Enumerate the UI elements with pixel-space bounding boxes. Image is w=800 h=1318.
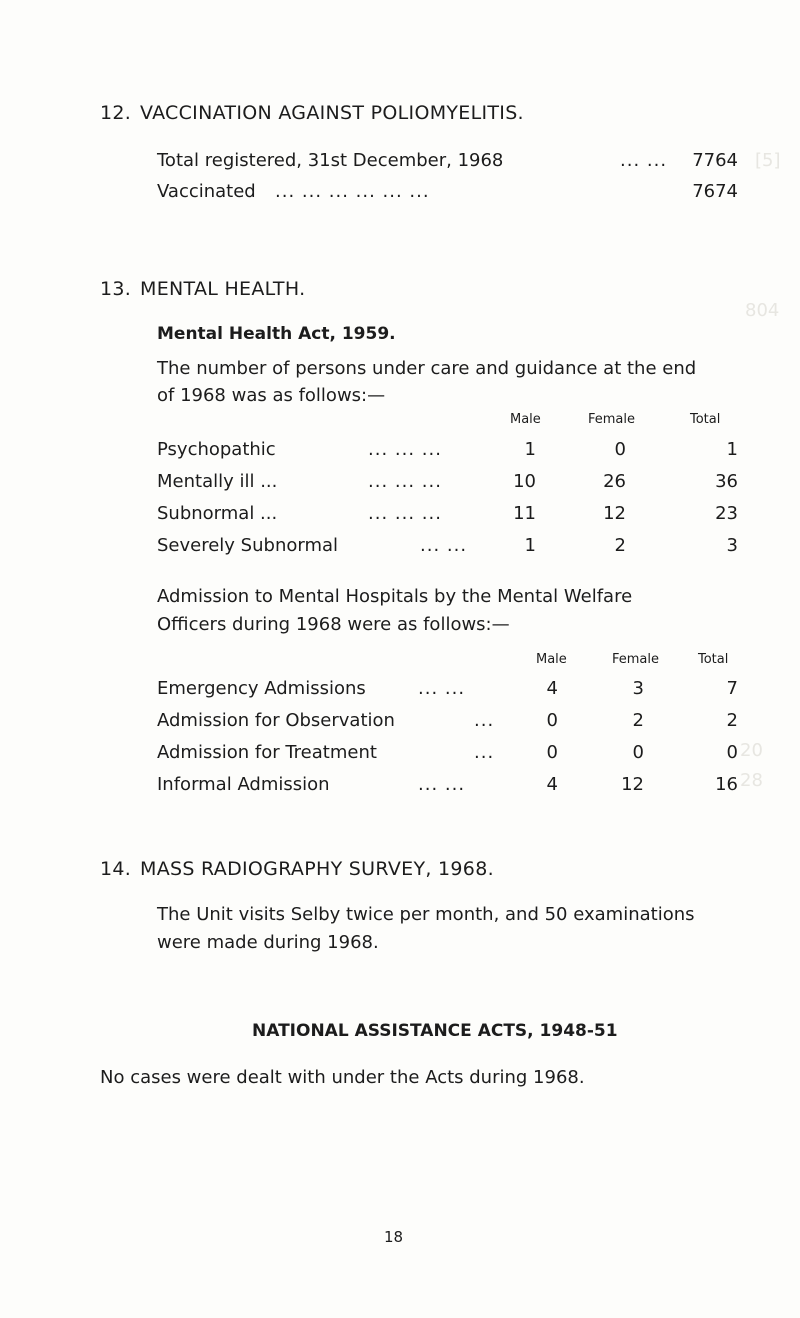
national-assistance-heading: NATIONAL ASSISTANCE ACTS, 1948-51 bbox=[252, 1021, 618, 1041]
section-13-title: MENTAL HEALTH. bbox=[140, 278, 306, 300]
vaccinated-label: Vaccinated bbox=[157, 181, 256, 202]
leader-dots: ... bbox=[474, 742, 495, 763]
admission-total-value: 0 bbox=[726, 742, 738, 763]
care-row-label: Subnormal ... bbox=[157, 503, 278, 524]
leader-dots: ... ... ... bbox=[368, 471, 442, 492]
admission-row-label: Informal Admission bbox=[157, 774, 330, 795]
admission-female-value: 0 bbox=[632, 742, 644, 763]
section-12-title: VACCINATION AGAINST POLIOMYELITIS. bbox=[140, 102, 524, 124]
admission-row-label: Admission for Treatment bbox=[157, 742, 377, 763]
vaccinated-value: 7674 bbox=[692, 181, 738, 202]
bleed-through-text: 20 bbox=[740, 740, 763, 761]
admission-male-value: 0 bbox=[546, 710, 558, 731]
care-col-male: Male bbox=[510, 412, 541, 427]
total-registered-value: 7764 bbox=[692, 150, 738, 171]
leader-dots: ... ... ... ... ... ... bbox=[275, 181, 430, 202]
care-total-value: 23 bbox=[715, 503, 738, 524]
care-male-value: 10 bbox=[513, 471, 536, 492]
radiography-line-1: The Unit visits Selby twice per month, and 50 examinations bbox=[157, 904, 695, 925]
care-col-female: Female bbox=[588, 412, 636, 427]
bleed-through-text: [5] bbox=[755, 150, 781, 171]
care-row-label: Mentally ill ... bbox=[157, 471, 278, 492]
care-row-label: Psychopathic bbox=[157, 439, 276, 460]
admission-col-female: Female bbox=[612, 652, 660, 667]
admission-female-value: 2 bbox=[632, 710, 644, 731]
admission-row-label: Emergency Admissions bbox=[157, 678, 366, 699]
admission-intro-line-1: Admission to Mental Hospitals by the Mental Welfare bbox=[157, 586, 633, 607]
admission-male-value: 4 bbox=[546, 678, 558, 699]
care-female-value: 0 bbox=[614, 439, 626, 460]
radiography-line-2: were made during 1968. bbox=[157, 932, 379, 953]
admission-row-label: Admission for Observation bbox=[157, 710, 395, 731]
care-total-value: 1 bbox=[726, 439, 738, 460]
leader-dots: ... ... bbox=[418, 678, 466, 699]
section-14-number: 14. bbox=[100, 858, 132, 880]
leader-dots: ... ... bbox=[420, 535, 468, 556]
bleed-through-text: 28 bbox=[740, 770, 763, 791]
leader-dots: ... ... ... bbox=[368, 503, 442, 524]
admission-intro-line-2: Officers during 1968 were as follows:— bbox=[157, 614, 510, 635]
national-assistance-text: No cases were dealt with under the Acts during 1968. bbox=[100, 1067, 585, 1088]
section-13-number: 13. bbox=[100, 278, 132, 300]
leader-dots: ... ... ... bbox=[368, 439, 442, 460]
admission-col-male: Male bbox=[536, 652, 567, 667]
care-total-value: 3 bbox=[726, 535, 738, 556]
admission-female-value: 3 bbox=[632, 678, 644, 699]
section-14-title: MASS RADIOGRAPHY SURVEY, 1968. bbox=[140, 858, 494, 880]
total-registered-label: Total registered, 31st December, 1968 bbox=[157, 150, 504, 171]
admission-total-value: 7 bbox=[726, 678, 738, 699]
bleed-through-text: 804 bbox=[745, 300, 780, 321]
section-12-number: 12. bbox=[100, 102, 132, 124]
admission-male-value: 4 bbox=[546, 774, 558, 795]
care-intro-line-2: of 1968 was as follows:— bbox=[157, 385, 386, 406]
care-male-value: 1 bbox=[524, 535, 536, 556]
admission-col-total: Total bbox=[698, 652, 729, 667]
care-total-value: 36 bbox=[715, 471, 738, 492]
care-female-value: 26 bbox=[603, 471, 626, 492]
care-female-value: 12 bbox=[603, 503, 626, 524]
admission-female-value: 12 bbox=[621, 774, 644, 795]
leader-dots: ... ... bbox=[418, 774, 466, 795]
leader-dots: ... ... bbox=[620, 150, 668, 171]
care-col-total: Total bbox=[690, 412, 721, 427]
care-row-label: Severely Subnormal bbox=[157, 535, 339, 556]
admission-total-value: 2 bbox=[726, 710, 738, 731]
admission-total-value: 16 bbox=[715, 774, 738, 795]
leader-dots: ... bbox=[474, 710, 495, 731]
mental-health-act-heading: Mental Health Act, 1959. bbox=[157, 324, 396, 344]
care-male-value: 11 bbox=[513, 503, 536, 524]
admission-male-value: 0 bbox=[546, 742, 558, 763]
care-intro-line-1: The number of persons under care and guidance at the end bbox=[157, 358, 697, 379]
care-female-value: 2 bbox=[614, 535, 626, 556]
care-male-value: 1 bbox=[524, 439, 536, 460]
page-number: 18 bbox=[384, 1228, 404, 1246]
